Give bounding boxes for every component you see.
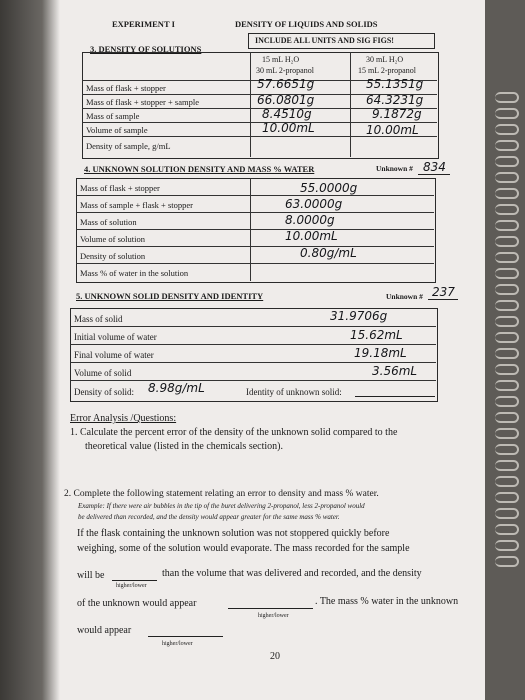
ring	[495, 108, 519, 119]
section3-title: 3. DENSITY OF SOLUTIONS	[90, 44, 202, 54]
ring	[495, 396, 519, 407]
s5-value: 15.62mL	[350, 328, 403, 342]
ring	[495, 428, 519, 439]
identity-label: Identity of unknown solid:	[246, 387, 342, 397]
s5-value: 3.56mL	[372, 364, 418, 378]
q1-line: 1. Calculate the percent error of the density of the unknown solid compared to the	[70, 427, 398, 438]
ring	[495, 476, 519, 487]
ring	[495, 492, 519, 503]
than-volume-text: than the volume that was delivered and recorded, and the density	[162, 568, 422, 579]
experiment-label: EXPERIMENT I	[112, 19, 175, 29]
of-unknown-text: of the unknown would appear	[77, 598, 197, 609]
blank-will-be[interactable]	[112, 580, 157, 581]
s4-row-label: Mass of flask + stopper	[80, 183, 160, 193]
section4-title: 4. UNKNOWN SOLUTION DENSITY AND MASS % WATER	[84, 164, 315, 174]
would-appear-text: would appear	[77, 625, 132, 636]
ring	[495, 412, 519, 423]
notice-text: INCLUDE ALL UNITS AND SIG FIGS!	[255, 36, 394, 45]
s3-value: 10.00mL	[366, 123, 419, 137]
ring	[495, 524, 519, 535]
ring	[495, 332, 519, 343]
s3-value: 10.00mL	[262, 121, 315, 135]
q2-line: If the flask containing the unknown solution was not stoppered quickly before	[77, 528, 390, 539]
ring	[495, 364, 519, 375]
page-number: 20	[270, 651, 280, 662]
s4-row-label: Volume of solution	[80, 234, 146, 244]
ring	[495, 220, 519, 231]
higher-lower-hint: higher/lower	[116, 583, 147, 589]
ring	[495, 140, 519, 151]
s3-row-label: Volume of sample	[86, 125, 148, 135]
questions-title: Error Analysis /Questions:	[70, 413, 177, 424]
s3-row-label: Mass of sample	[86, 111, 140, 121]
q2-example: be delivered than recorded, and the density would appear greater for the same mass % water.	[78, 513, 340, 521]
s3-row-label: Mass of flask + stopper + sample	[86, 97, 199, 107]
col2-header-line2: 15 mL 2-propanol	[358, 66, 416, 75]
s5-value: 31.9706g	[330, 309, 388, 323]
section5-unknown-value: 237	[432, 285, 455, 299]
ring	[495, 236, 519, 247]
section5-title: 5. UNKNOWN SOLID DENSITY AND IDENTITY	[76, 291, 264, 301]
s4-value: 8.0000g	[285, 213, 335, 227]
s4-value: 0.80g/mL	[300, 246, 357, 260]
s3-row-label: Density of sample, g/mL	[86, 141, 171, 151]
s4-row-label: Density of solution	[80, 251, 146, 261]
col1-header-line2: 30 mL 2-propanol	[256, 66, 314, 75]
s4-row-label: Mass of solution	[80, 217, 137, 227]
ring	[495, 348, 519, 359]
s3-value: 55.1351g	[366, 77, 424, 91]
q2-line: 2. Complete the following statement relating an error to density and mass % water.	[64, 489, 379, 499]
s4-value: 63.0000g	[285, 197, 343, 211]
blank-density[interactable]	[228, 608, 313, 609]
q1-line: theoretical value (listed in the chemicals section).	[85, 441, 283, 452]
higher-lower-hint: higher/lower	[258, 613, 289, 619]
s5-row-label: Initial volume of water	[74, 332, 157, 342]
ring	[495, 92, 519, 103]
s5-row-label: Volume of solid	[74, 368, 132, 378]
section4-unknown-value: 834	[423, 160, 446, 174]
ring	[495, 172, 519, 183]
ring	[495, 508, 519, 519]
ring	[495, 556, 519, 567]
ring	[495, 156, 519, 167]
ring	[495, 188, 519, 199]
s4-row-label: Mass % of water in the solution	[80, 268, 189, 278]
s3-value: 9.1872g	[372, 107, 422, 121]
worksheet-title: DENSITY OF LIQUIDS AND SOLIDS	[235, 19, 378, 29]
q2-example: Example: If there were air bubbles in the tip of the buret delivering 2-propanol, less 2-propanol would	[78, 502, 365, 510]
s3-row-label: Mass of flask + stopper	[86, 83, 166, 93]
density-solid-label: Density of solid:	[74, 387, 134, 397]
will-be-text: will be	[77, 570, 105, 581]
mass-percent-text: . The mass % water in the unknown	[315, 596, 459, 607]
density-solid-value: 8.98g/mL	[148, 381, 205, 395]
s4-value: 55.0000g	[300, 181, 358, 195]
s3-value: 57.6651g	[257, 77, 315, 91]
s4-value: 10.00mL	[285, 229, 338, 243]
s5-row-label: Final volume of water	[74, 350, 154, 360]
s4-row-label: Mass of sample + flask + stopper	[80, 200, 193, 210]
section4-unknown-label: Unknown #	[376, 164, 413, 173]
s5-value: 19.18mL	[354, 346, 407, 360]
ring	[495, 252, 519, 263]
s5-row-label: Mass of solid	[74, 314, 123, 324]
col1-header-line1: 15 mL H₂O	[262, 55, 300, 64]
q2-line: weighing, some of the solution would evaporate. The mass recorded for the sample	[77, 543, 410, 554]
ring	[495, 204, 519, 215]
s3-value: 66.0801g	[257, 93, 315, 107]
ring	[495, 540, 519, 551]
ring	[495, 268, 519, 279]
ring	[495, 284, 519, 295]
section5-unknown-label: Unknown #	[386, 292, 423, 301]
higher-lower-hint: higher/lower	[162, 641, 193, 647]
s3-value: 8.4510g	[262, 107, 312, 121]
ring	[495, 316, 519, 327]
ring	[495, 444, 519, 455]
left-shadow	[0, 0, 60, 700]
ring	[495, 380, 519, 391]
ring	[495, 124, 519, 135]
s3-value: 64.3231g	[366, 93, 424, 107]
col2-header-line1: 30 mL H₂O	[366, 55, 404, 64]
ring	[495, 460, 519, 471]
ring	[495, 300, 519, 311]
blank-mass-percent[interactable]	[148, 636, 223, 637]
